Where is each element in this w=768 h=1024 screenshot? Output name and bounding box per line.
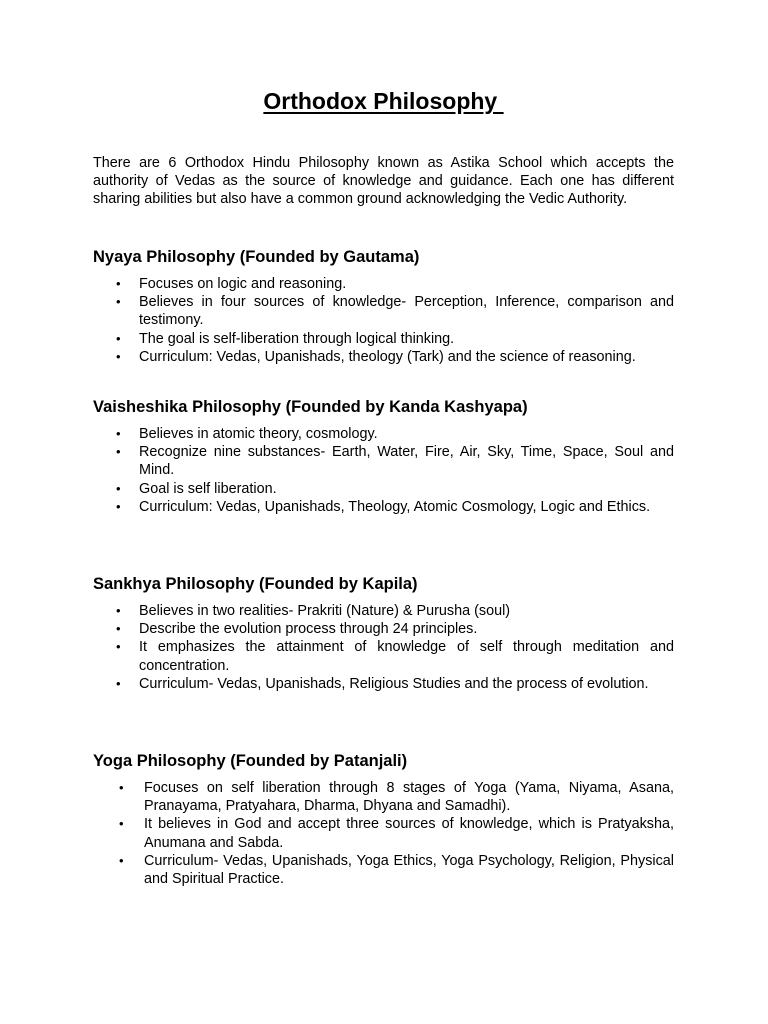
list-item-text: Focuses on logic and reasoning. xyxy=(139,276,347,292)
list-item xyxy=(93,620,674,638)
list-item xyxy=(93,293,674,329)
list-item-text: Curriculum: Vedas, Upanishads, Theology, Atomic Cosmology, Logic and Ethics. xyxy=(139,498,651,515)
bullet-list xyxy=(93,602,674,693)
bullet-icon: • xyxy=(116,498,121,514)
list-item-text: Curriculum- Vedas, Upanishads, Yoga Ethics, Yoga Psychology, Religion, Physical and Spiritual Practice. xyxy=(144,852,674,888)
bullet-icon: • xyxy=(116,603,121,618)
bullet-icon: • xyxy=(119,852,124,868)
list-item xyxy=(93,275,674,293)
list-item-text: Focuses on self liberation through 8 stages of Yoga (Yama, Niyama, Asana, Pranayama, Pratyahara, Dharma, Dhyana and Samadhi). xyxy=(144,780,674,815)
bullet-icon: • xyxy=(116,348,121,364)
list-item-text: Believes in four sources of knowledge- Perception, Inference, comparison and testimony. xyxy=(139,294,674,329)
list-item xyxy=(93,330,674,348)
intro-paragraph: There are 6 Orthodox Hindu Philosophy known as Astika School which accepts the authority of Vedas as the source of knowledge and guidance. Each one has different sharing abilities but also have a common ground acknowledging the Vedic Authority. xyxy=(93,155,674,208)
list-item-text: Curriculum- Vedas, Upanishads, Religious Studies and the process of evolution. xyxy=(139,675,649,692)
list-item-text: It emphasizes the attainment of knowledge of self through meditation and concentration. xyxy=(139,639,674,674)
section-nyaya xyxy=(93,247,674,366)
bullet-icon: • xyxy=(119,780,124,795)
list-item xyxy=(93,425,674,443)
bullet-icon: • xyxy=(116,330,121,346)
bullet-icon: • xyxy=(116,276,121,291)
list-item-text: Believes in two realities- Prakriti (Nature) & Purusha (soul) xyxy=(139,603,511,619)
list-item xyxy=(93,852,674,888)
section-sankhya xyxy=(93,574,674,693)
list-item-text: It believes in God and accept three sources of knowledge, which is Pratyaksha, Anumana and Sabda. xyxy=(144,816,674,851)
bullet-list xyxy=(93,275,674,366)
list-item-text: Goal is self liberation. xyxy=(139,480,277,497)
list-item xyxy=(93,638,674,674)
list-item xyxy=(93,675,674,693)
section-heading: Yoga Philosophy (Founded by Patanjali) xyxy=(93,752,408,770)
list-item-text: The goal is self-liberation through logical thinking. xyxy=(139,330,455,347)
bullet-icon: • xyxy=(116,480,121,496)
bullet-icon: • xyxy=(116,444,121,460)
bullet-icon: • xyxy=(116,426,121,441)
bullet-list xyxy=(93,779,674,888)
list-item xyxy=(93,602,674,620)
bullet-list xyxy=(93,425,674,516)
list-item-text: Describe the evolution process through 24 principles. xyxy=(139,621,478,638)
list-item-text: Believes in atomic theory, cosmology. xyxy=(139,426,378,442)
bullet-icon: • xyxy=(116,675,121,691)
page-title: Orthodox Philosophy xyxy=(263,88,504,114)
section-heading: Sankhya Philosophy (Founded by Kapila) xyxy=(93,575,418,593)
list-item xyxy=(93,498,674,516)
section-heading: Nyaya Philosophy (Founded by Gautama) xyxy=(93,248,420,266)
bullet-icon: • xyxy=(116,294,121,310)
section-heading: Vaisheshika Philosophy (Founded by Kanda Kashyapa) xyxy=(93,398,528,416)
list-item xyxy=(93,480,674,498)
section-yoga xyxy=(93,751,674,888)
list-item xyxy=(93,348,674,366)
bullet-icon: • xyxy=(116,639,121,655)
bullet-icon: • xyxy=(116,621,121,637)
list-item xyxy=(93,779,674,815)
bullet-icon: • xyxy=(119,816,124,832)
list-item-text: Curriculum: Vedas, Upanishads, theology (Tark) and the science of reasoning. xyxy=(139,348,636,365)
list-item-text: Recognize nine substances- Earth, Water, Fire, Air, Sky, Time, Space, Soul and Mind. xyxy=(139,444,674,479)
section-vaisheshika xyxy=(93,397,674,516)
list-item xyxy=(93,815,674,851)
list-item xyxy=(93,443,674,479)
